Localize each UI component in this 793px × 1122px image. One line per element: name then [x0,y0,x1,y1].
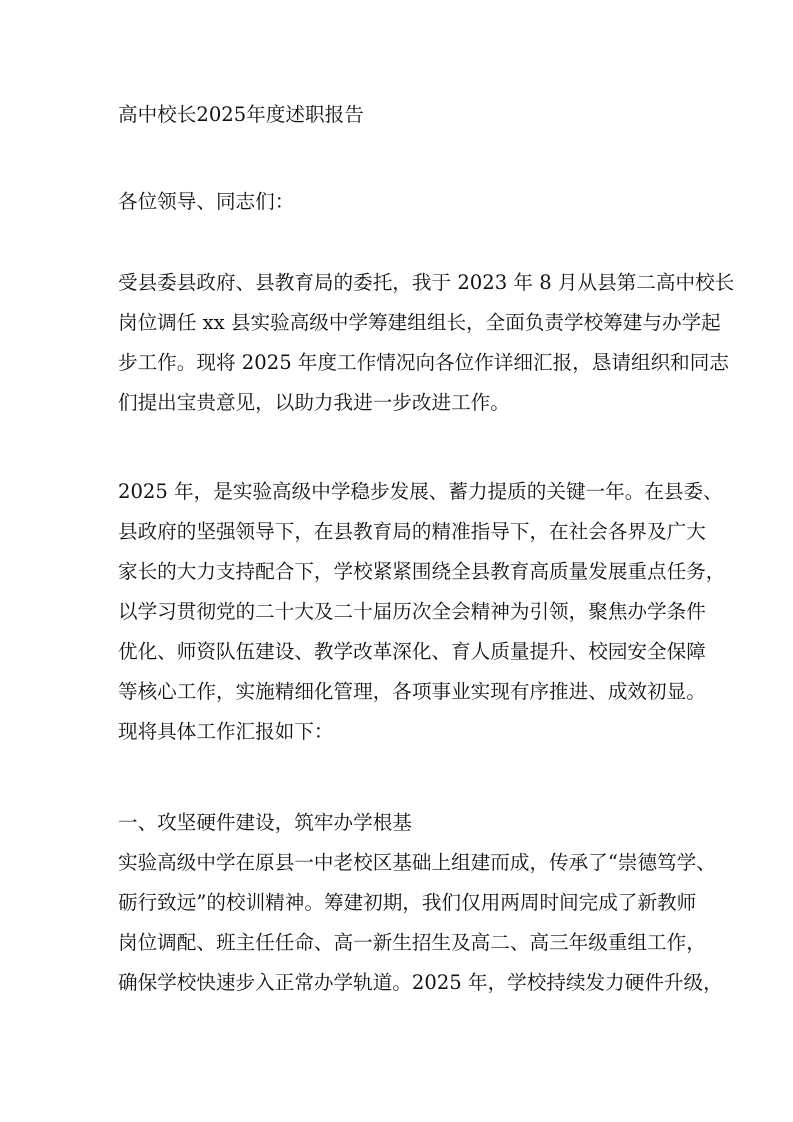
paragraph-line: 砺行致远”的校训精神。筹建初期，我们仅用两周时间完成了新教师 [118,891,697,914]
greeting: 各位领导、同志们： [118,190,295,213]
paragraph-line: 家长的大力支持配合下，学校紧紧围绕全县教育高质量发展重点任务， [118,560,726,583]
paragraph-line: 县政府的坚强领导下，在县教育局的精准指导下，在社会各界及广大 [118,520,706,543]
paragraph-line: 岗位调配、班主任任命、高一新生招生及高二、高三年级重组工作， [118,931,706,954]
document-title: 高中校长2025年度述职报告 [118,103,364,126]
paragraph-line: 等核心工作，实施精细化管理，各项事业实现有序推进、成效初显。 [118,680,706,703]
paragraph-line: 现将具体工作汇报如下： [118,720,334,743]
paragraph-line: 岗位调任 xx 县实验高级中学筹建组组长，全面负责学校筹建与办学起 [118,311,721,334]
paragraph-line: 优化、师资队伍建设、教学改革深化、育人质量提升、校园安全保障 [118,640,706,663]
paragraph-line: 步工作。现将 2025 年度工作情况向各位作详细汇报，恳请组织和同志 [118,351,729,374]
paragraph-line: 以学习贯彻党的二十大及二十届历次全会精神为引领，聚焦办学条件 [118,600,706,623]
paragraph-line: 2025 年，是实验高级中学稳步发展、蓄力提质的关键一年。在县委、 [118,480,723,503]
paragraph-line: 们提出宝贵意见，以助力我进一步改进工作。 [118,391,510,414]
paragraph-line: 实验高级中学在原县一中老校区基础上组建而成，传承了“崇德笃学、 [118,851,716,874]
paragraph-line: 受县委县政府、县教育局的委托，我于 2023 年 8 月从县第二高中校长 [118,271,735,294]
section-heading: 一、攻坚硬件建设，筑牢办学根基 [118,811,412,834]
paragraph-line: 确保学校快速步入正常办学轨道。2025 年，学校持续发力硬件升级， [118,971,723,994]
